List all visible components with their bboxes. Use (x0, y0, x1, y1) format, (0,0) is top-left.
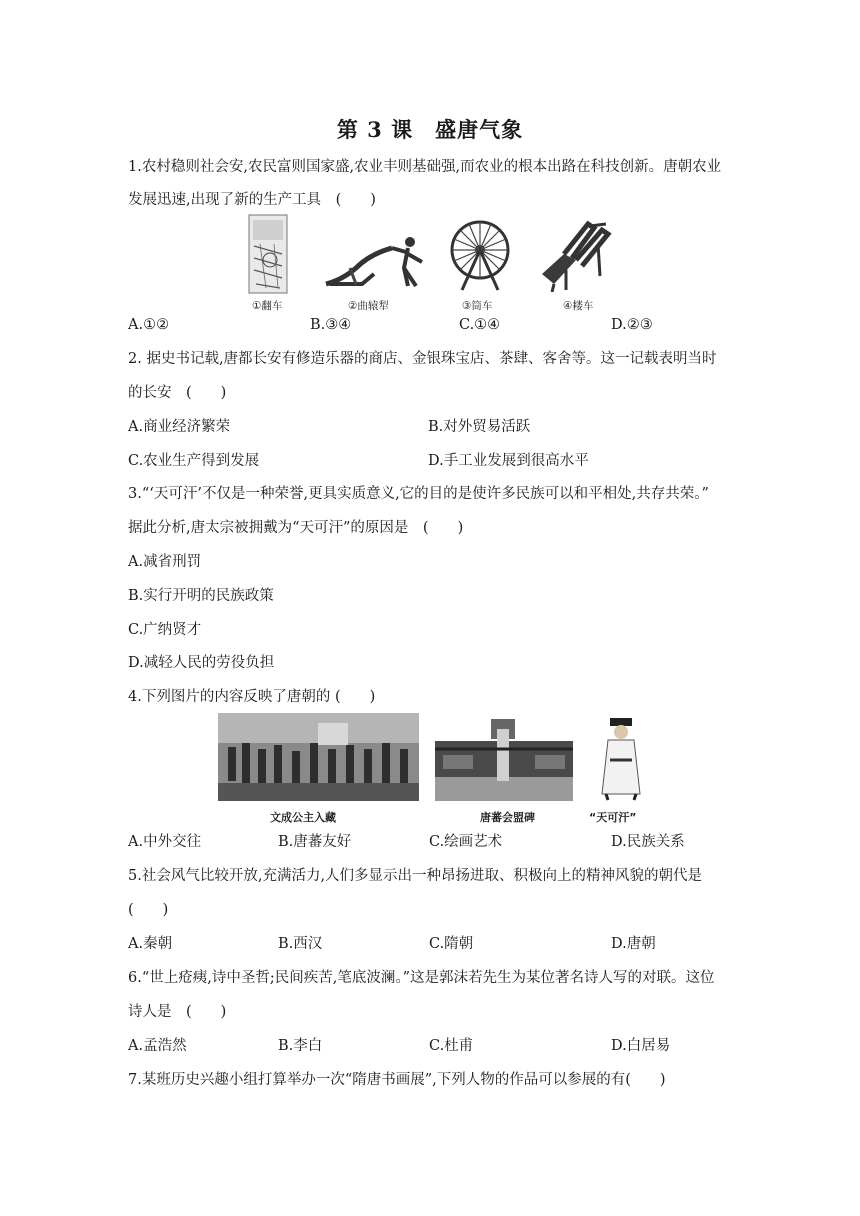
page-title: 第 3 课 盛唐气象 (336, 117, 524, 142)
q4-caption-tiankehan: “天可汗” (589, 811, 637, 824)
q1-caption-louche: ④耧车 (563, 300, 594, 312)
q1-option-c: C.①④ (459, 317, 501, 333)
louche-image (536, 214, 614, 292)
q4-caption-stele: 唐蕃会盟碑 (480, 811, 535, 824)
q2-option-b: B.对外贸易活跃 (428, 419, 531, 435)
q6-stem-line1: 6.“世上疮痍,诗中圣哲;民间疾苦,笔底波澜。”这是郭沫若先生为某位著名诗人写的对联。这位 (128, 970, 715, 986)
tongche-image (448, 218, 512, 292)
tangfan-stele-image (435, 713, 573, 801)
q1-stem-line2: 发展迅速,出现了新的生产工具 ( ) (128, 192, 376, 208)
q5-option-b: B.西汉 (278, 936, 323, 952)
q3-option-a: A.减省刑罚 (128, 554, 202, 570)
q2-option-d: D.手工业发展到很高水平 (428, 453, 589, 469)
q3-option-c: C.广纳贤才 (128, 622, 202, 638)
q1-option-b: B.③④ (310, 317, 352, 333)
q1-option-a: A.①② (128, 317, 170, 333)
q2-option-c: C.农业生产得到发展 (128, 453, 260, 469)
q5-stem-line1: 5.社会风气比较开放,充满活力,人们多显示出一种昂扬进取、积极向上的精神风貌的朝代是 (128, 868, 703, 884)
q1-stem-line1: 1.农村稳则社会安,农民富则国家盛,农业丰则基础强,而农业的根本出路在科技创新。唐朝农业 (128, 159, 722, 175)
q1-caption-fanche: ①翻车 (252, 300, 283, 312)
fanche-image (248, 214, 288, 294)
q3-option-d: D.减轻人民的劳役负担 (128, 655, 275, 671)
q1-caption-tongche: ③筒车 (462, 300, 493, 312)
q4-stem-line1: 4.下列图片的内容反映了唐朝的 ( ) (128, 689, 376, 705)
q5-stem-line2: ( ) (128, 902, 169, 918)
wencheng-princess-image (218, 713, 419, 801)
q3-stem-line2: 据此分析,唐太宗被拥戴为“天可汗”的原因是 ( ) (128, 520, 464, 536)
q7-stem-line1: 7.某班历史兴趣小组打算举办一次“隋唐书画展”,下列人物的作品可以参展的有( ) (128, 1072, 666, 1088)
q2-stem-line2: 的长安 ( ) (128, 385, 227, 401)
q1-caption-quyuanli: ②曲辕犁 (348, 300, 389, 312)
q5-option-c: C.隋朝 (429, 936, 474, 952)
q3-stem-line1: 3.“‘天可汗’不仅是一种荣誉,更具实质意义,它的目的是使许多民族可以和平相处,共存共荣。” (128, 486, 709, 502)
q2-stem-line1: 2. 据史书记载,唐都长安有修造乐器的商店、金银珠宝店、茶肆、客舍等。这一记载表明当时 (128, 351, 717, 367)
q1-option-d: D.②③ (611, 317, 653, 333)
q6-option-c: C.杜甫 (429, 1038, 474, 1054)
q5-option-d: D.唐朝 (611, 936, 656, 952)
tiankehan-image (596, 716, 646, 802)
q6-stem-line2: 诗人是 ( ) (128, 1004, 227, 1020)
q6-option-d: D.白居易 (611, 1038, 671, 1054)
q4-option-b: B.唐蕃友好 (278, 834, 352, 850)
q4-option-a: A.中外交往 (128, 834, 202, 850)
q4-caption-wencheng: 文成公主入藏 (270, 811, 336, 824)
q3-option-b: B.实行开明的民族政策 (128, 588, 274, 604)
q4-option-c: C.绘画艺术 (429, 834, 503, 850)
q6-option-b: B.李白 (278, 1038, 323, 1054)
quyuanli-image (322, 228, 428, 290)
q6-option-a: A.孟浩然 (128, 1038, 187, 1054)
q2-option-a: A.商业经济繁荣 (128, 419, 231, 435)
q4-option-d: D.民族关系 (611, 834, 685, 850)
q5-option-a: A.秦朝 (128, 936, 173, 952)
